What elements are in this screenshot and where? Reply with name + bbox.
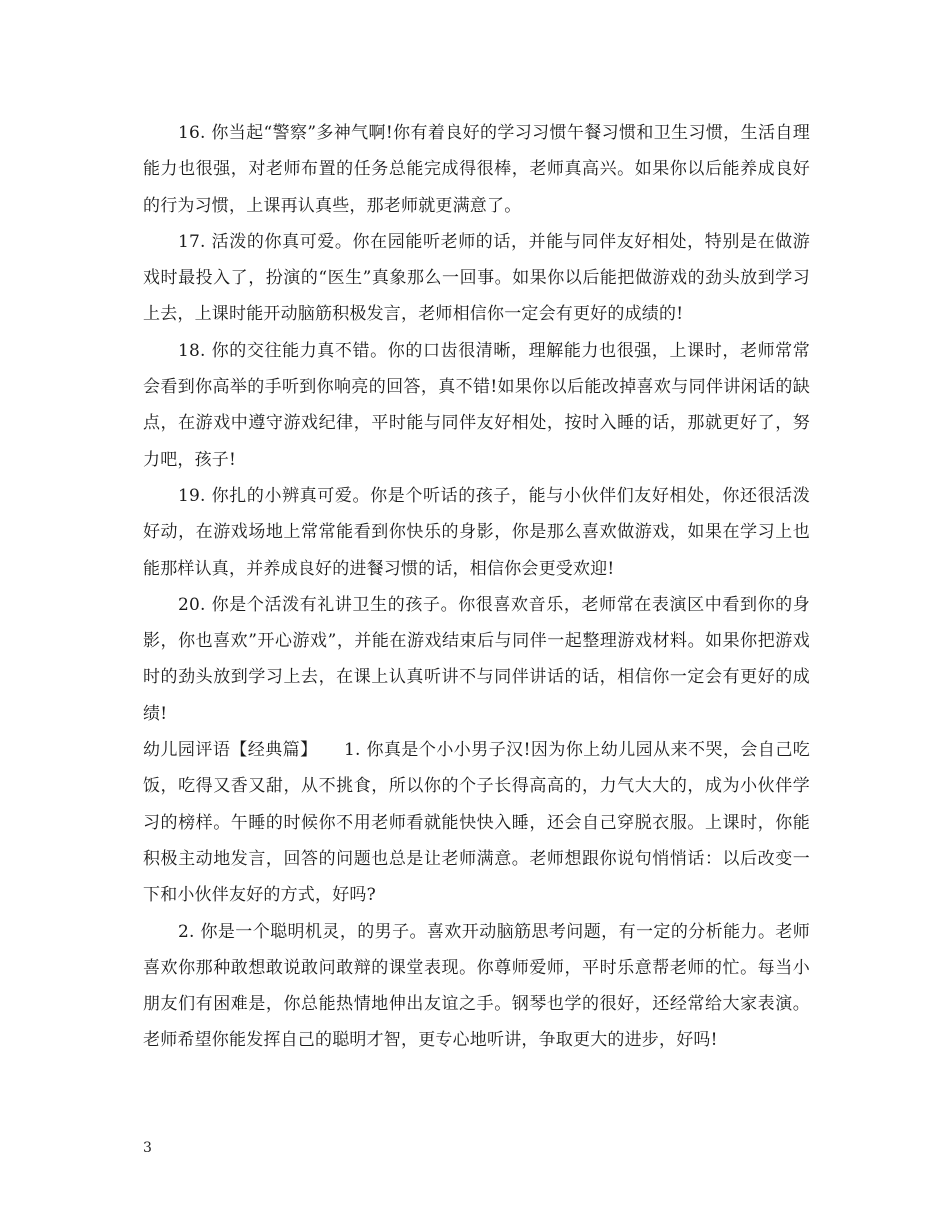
paragraph-19: 19. 你扎的小辨真可爱。你是个听话的孩子，能与小伙伴们友好相处，你还很活泼好动，在游戏场地上常常能看到你快乐的身影，你是那么喜欢做游戏，如果在学习上也能那样认真，并养成良好的进餐习惯的话，相信你会更受欢迎! (143, 485, 810, 579)
paragraph-2: 2. 你是一个聪明机灵，的男子。喜欢开动脑筋思考问题，有一定的分析能力。老师喜欢你那种敢想敢说敢问敢辩的课堂表现。你尊师爱师，平时乐意帮老师的忙。每当小朋友们有困难是，你总能热情地伸出友谊之手。钢琴也学的很好，还经常给大家表演。老师希望你能发挥自己的聪明才智，更专心地听讲，争取更大的进步，好吗! (143, 921, 810, 1051)
section-heading-paragraph-1: 幼儿园评语【经典篇】 1. 你真是个小小男子汉!因为你上幼儿园从来不哭，会自己吃饭，吃得又香又甜，从不挑食，所以你的个子长得高高的，力气大大的，成为小伙伴学习的榜样。午睡的时候你不用老师看就能快快入睡，还会自己穿脱衣服。上课时，你能积极主动地发言，回答的问题也总是让老师满意。老师想跟你说句悄悄话：以后改变一下和小伙伴友好的方式，好吗? (143, 740, 810, 906)
page-number: 3 (143, 1140, 152, 1156)
paragraph-18: 18. 你的交往能力真不错。你的口齿很清晰，理解能力也很强，上课时，老师常常会看到你高举的手听到你响亮的回答，真不错!如果你以后能改掉喜欢与同伴讲闲话的缺点，在游戏中遵守游戏纪律，平时能与同伴友好相处，按时入睡的话，那就更好了，努力吧，孩子! (143, 340, 810, 470)
paragraph-17: 17. 活泼的你真可爱。你在园能听老师的话，并能与同伴友好相处，特别是在做游戏时最投入了，扮演的“医生”真象那么一回事。如果你以后能把做游戏的劲头放到学习上去，上课时能开动脑筋积极发言，老师相信你一定会有更好的成绩的! (143, 231, 810, 325)
paragraph-16: 16. 你当起“警察”多神气啊!你有着良好的学习习惯午餐习惯和卫生习惯，生活自理能力也很强，对老师布置的任务总能完成得很棒，老师真高兴。如果你以后能养成良好的行为习惯，上课再认真些，那老师就更满意了。 (143, 123, 810, 216)
document-body (143, 115, 810, 1059)
paragraph-20: 20. 你是个活泼有礼讲卫生的孩子。你很喜欢音乐，老师常在表演区中看到你的身影，你也喜欢”开心游戏”，并能在游戏结束后与同伴一起整理游戏材料。如果你把游戏时的劲头放到学习上去，在课上认真听讲不与同伴讲话的话，相信你一定会有更好的成绩! (143, 594, 810, 724)
